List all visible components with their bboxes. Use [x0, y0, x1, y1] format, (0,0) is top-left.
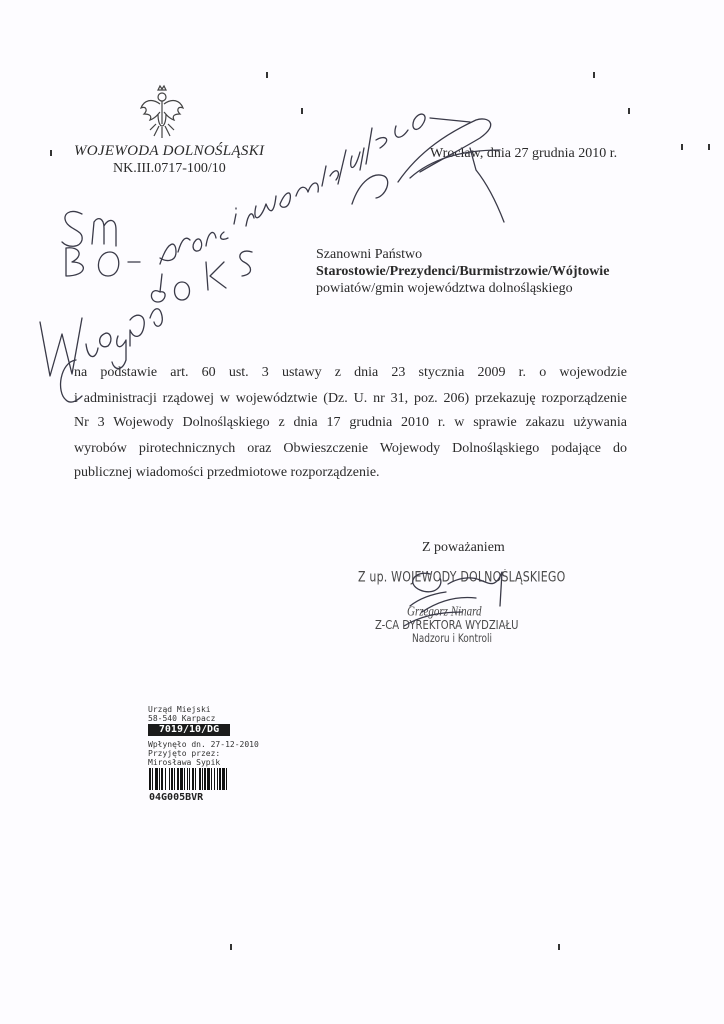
barcode-bar	[222, 768, 225, 790]
signature-stamp-department: Nadzoru i Kontroli	[412, 633, 493, 646]
scan-speck	[593, 72, 595, 78]
barcode-bar	[189, 768, 190, 790]
signature-stamp-name: Grzegorz Ninard	[407, 604, 482, 619]
handwritten-note-slawek	[352, 119, 504, 222]
body-line-5: publicznej wiadomości przedmiotowe rozporządzenie.	[74, 465, 380, 480]
issuer-title: WOJEWODA DOLNOŚLĄSKI	[74, 143, 265, 159]
barcode-bar	[187, 768, 188, 790]
body-line-4: wyrobów pirotechnicznych oraz Obwieszczenie Wojewody Dolnośląskiego podające do	[74, 441, 627, 456]
barcode-bar	[214, 768, 215, 790]
closing-salutation: Z poważaniem	[422, 540, 505, 555]
receipt-office: Urząd Miejski	[148, 705, 211, 714]
recipient-titles: Starostowie/Prezydenci/Burmistrzowie/Wójtowie	[316, 264, 610, 279]
recipient-greeting: Szanowni Państwo	[316, 247, 423, 262]
receipt-person: Mirosława Sypik	[148, 758, 221, 767]
scan-speck	[628, 108, 630, 114]
scan-speck	[708, 144, 710, 150]
scan-speck	[50, 150, 52, 156]
scan-speck	[558, 944, 560, 950]
receipt-accepted-by: Przyjęto przez:	[148, 749, 221, 758]
place-date: Wrocław, dnia 27 grudnia 2010 r.	[430, 146, 618, 161]
receipt-number: 7019/10/DG	[148, 724, 230, 736]
reference-number: NK.III.0717-100/10	[113, 161, 226, 176]
barcode-bar	[219, 768, 221, 790]
barcode-bar	[152, 768, 153, 790]
barcode-bar	[217, 768, 218, 790]
barcode-bar	[192, 768, 194, 790]
scan-speck	[681, 144, 683, 150]
barcode-bar	[159, 768, 160, 790]
handwritten-note-sm	[62, 212, 116, 247]
barcode-bar	[161, 768, 163, 790]
body-line-2: i administracji rządowej w województwie (Dz. U. nr 31, poz. 206) przekazuję rozporządzenie	[74, 391, 627, 406]
barcode-bar	[149, 768, 151, 790]
barcode-bar	[180, 768, 183, 790]
barcode-bar	[171, 768, 173, 790]
barcode-bar	[177, 768, 179, 790]
barcode-bar	[211, 768, 212, 790]
signature-stamp-position: Z-CA DYREKTORA WYDZIAŁU	[375, 619, 519, 633]
recipient-subtitle: powiatów/gmin województwa dolnośląskiego	[316, 281, 573, 296]
barcode-bar	[184, 768, 185, 790]
barcode-number: 04G005BVR	[149, 792, 204, 803]
scan-speck	[301, 108, 303, 114]
barcode-bar	[155, 768, 158, 790]
barcode-bar	[202, 768, 203, 790]
receipt-address: 58-540 Karpacz	[148, 714, 216, 723]
barcode-bar	[207, 768, 210, 790]
barcode-bar	[169, 768, 170, 790]
receipt-date: Wpłynęło dn. 27-12-2010	[148, 740, 259, 749]
barcode-bar	[165, 768, 166, 790]
scan-speck	[230, 944, 232, 950]
barcode-bar	[195, 768, 196, 790]
barcode-bar	[226, 768, 227, 790]
barcode-bar	[199, 768, 201, 790]
body-line-3: Nr 3 Wojewody Dolnośląskiego z dnia 17 grudnia 2010 r. w sprawie zakazu używania	[74, 415, 627, 430]
scan-speck	[266, 72, 268, 78]
body-line-1: na podstawie art. 60 ust. 3 ustawy z dnia 23 stycznia 2009 r. o wojewodzie	[74, 365, 627, 380]
barcode-bar	[204, 768, 206, 790]
barcode	[148, 768, 274, 790]
barcode-bar	[174, 768, 175, 790]
signature-stamp-authority: Z up. WOJEWODY DOLNOŚLĄSKIEGO	[358, 569, 566, 586]
handwritten-note-do-ks	[151, 251, 252, 302]
eagle-emblem-icon	[138, 84, 186, 140]
